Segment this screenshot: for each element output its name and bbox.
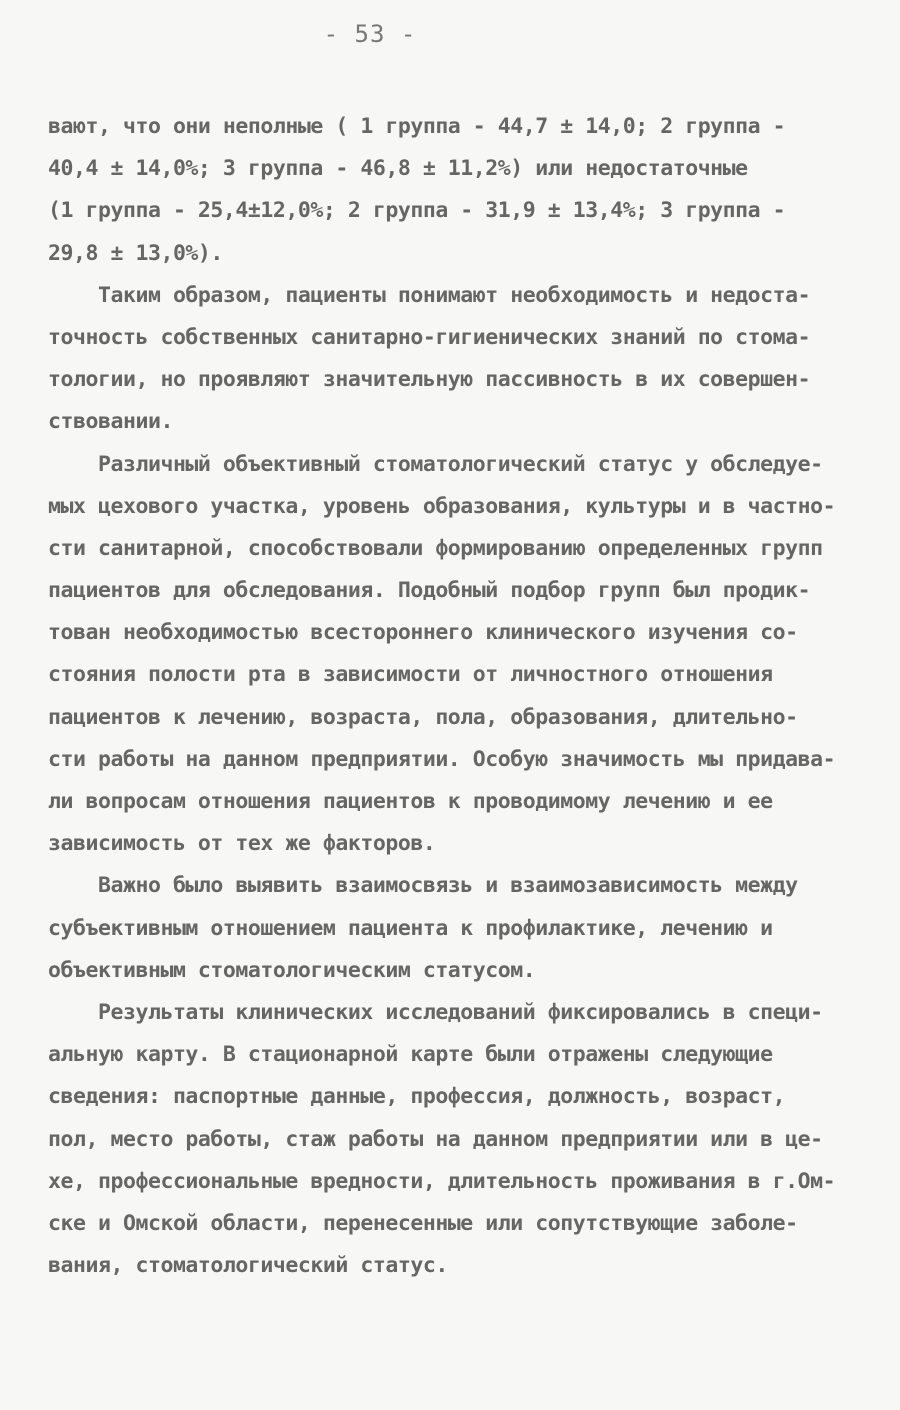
text-line: вания, стоматологический статус. [48,1253,448,1279]
paragraph-1 [48,106,863,275]
text-line: Результаты клинических исследований фиксировались в специ- [48,999,823,1025]
text-line: пол, место работы, стаж работы на данном предприятии или в це- [48,1126,823,1152]
text-line: Различный объективный стоматологический статус у обследуе- [48,451,823,477]
text-line: тован необходимостью всестороннего клинического изучения со- [48,620,798,646]
text-line: сведения: паспортные данные, профессия, должность, возраст, [48,1084,786,1110]
text-line: стояния полости рта в зависимости от личностного отношения [48,662,773,688]
text-line: пациентов к лечению, возраста, пола, образования, длительно- [48,704,798,730]
text-line: ствовании. [48,409,173,435]
text-line: точность собственных санитарно-гигиенических знаний по стома- [48,324,811,350]
paragraph-3 [48,444,863,866]
text-line: мых цехового участка, уровень образования, культуры и в частно- [48,493,836,519]
body-text [48,106,863,1287]
text-line: 40,4 ± 14,0%; 3 группа - 46,8 ± 11,2%) или недостаточные [48,156,748,182]
text-line: вают, что они неполные ( 1 группа - 44,7 ± 14,0; 2 группа - [48,114,786,139]
text-line: сти санитарной, способствовали формированию определенных групп [48,535,823,561]
text-line: объективным стоматологическим статусом. [48,957,536,983]
text-line: 29,8 ± 13,0%). [48,240,223,266]
paragraph-2 [48,275,863,444]
text-line: Важно было выявить взаимосвязь и взаимозависимость между [48,873,798,899]
text-line: тологии, но проявляют значительную пассивность в их совершен- [48,367,811,393]
text-line: (1 группа - 25,4±12,0%; 2 группа - 31,9 ± 13,4%; 3 группа - [48,198,786,224]
text-line: зависимость от тех же факторов. [48,831,436,857]
page-number: - 53 - [323,20,417,48]
text-line: Таким образом, пациенты понимают необходимость и недоста- [48,282,811,308]
text-line: субъективным отношением пациента к профилактике, лечению и [48,915,773,941]
paragraph-4 [48,865,863,992]
text-line: ли вопросам отношения пациентов к проводимому лечению и ее [48,789,773,814]
text-line: сти работы на данном предприятии. Особую значимость мы придава- [48,746,836,772]
paragraph-5 [48,992,863,1287]
text-line: ске и Омской области, перенесенные или сопутствующие заболе- [48,1210,798,1236]
text-line: альную карту. В стационарной карте были отражены следующие [48,1042,773,1068]
text-line: пациентов для обследования. Подобный подбор групп был продик- [48,578,811,604]
text-line: хе, профессиональные вредности, длительность проживания в г.Ом- [48,1168,836,1194]
